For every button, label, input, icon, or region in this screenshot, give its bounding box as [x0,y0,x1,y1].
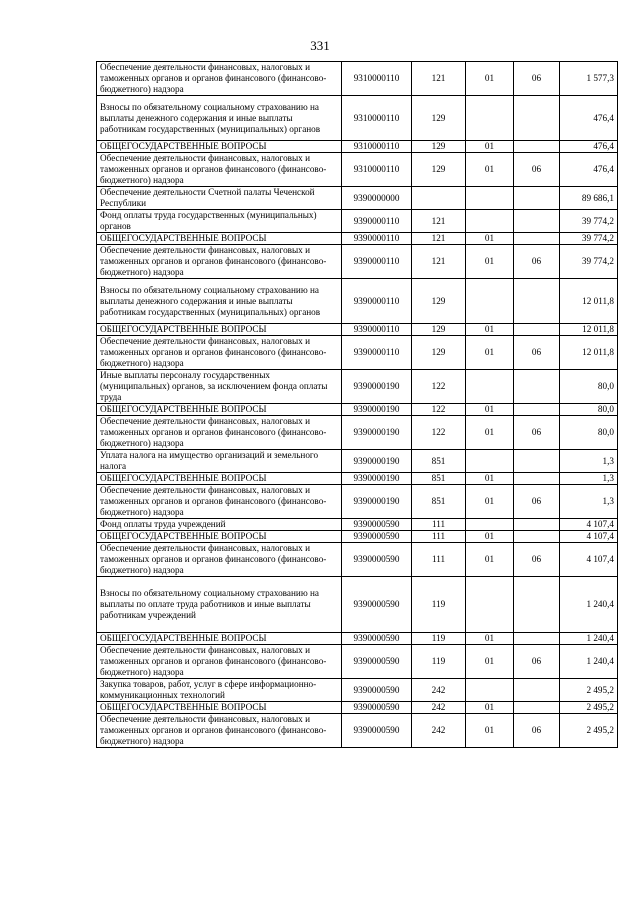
row-subsection [514,633,560,645]
row-name: ОБЩЕГОСУДАРСТВЕННЫЕ ВОПРОСЫ [97,404,342,416]
row-subsection [514,473,560,485]
row-sum: 2 495,2 [560,714,618,748]
row-section: 01 [466,62,514,96]
table-row [97,245,618,279]
row-sum: 80,0 [560,404,618,416]
row-name: Фонд оплаты труда государственных (муниципальных) органов [97,210,342,233]
row-code: 9390000190 [342,416,412,450]
row-name: Обеспечение деятельности финансовых, налоговых и таможенных органов и органов финансового (финансово-бюджетного) надзора [97,416,342,450]
row-section [466,577,514,633]
row-expense-type: 242 [412,679,466,702]
row-name: ОБЩЕГОСУДАРСТВЕННЫЕ ВОПРОСЫ [97,633,342,645]
row-code: 9390000110 [342,245,412,279]
row-code: 9390000110 [342,324,412,336]
page-number: 331 [310,38,330,53]
row-subsection [514,519,560,531]
row-section: 01 [466,245,514,279]
row-name: Обеспечение деятельности финансовых, налоговых и таможенных органов и органов финансового (финансово-бюджетного) надзора [97,153,342,187]
row-section [466,210,514,233]
row-sum: 1 240,4 [560,633,618,645]
row-sum: 1 577,3 [560,62,618,96]
row-section [466,370,514,404]
row-expense-type: 122 [412,416,466,450]
table-row [97,416,618,450]
row-section: 01 [466,702,514,714]
row-name: Обеспечение деятельности финансовых, налоговых и таможенных органов и органов финансового (финансово-бюджетного) надзора [97,485,342,519]
row-code: 9390000110 [342,210,412,233]
row-name: ОБЩЕГОСУДАРСТВЕННЫЕ ВОПРОСЫ [97,531,342,543]
table-row [97,153,618,187]
row-expense-type: 111 [412,543,466,577]
table-row [97,62,618,96]
row-code: 9390000590 [342,519,412,531]
row-sum: 12 011,8 [560,324,618,336]
row-sum: 4 107,4 [560,543,618,577]
row-name: Обеспечение деятельности финансовых, налоговых и таможенных органов и органов финансового (финансово-бюджетного) надзора [97,62,342,96]
row-name: Взносы по обязательному социальному страхованию на выплаты денежного содержания и иные выплаты работникам государственных (муниципальных) органов [97,279,342,324]
row-subsection [514,324,560,336]
row-name: Взносы по обязательному социальному страхованию на выплаты по оплате труда работников и иные выплаты работникам учреждений [97,577,342,633]
row-section [466,450,514,473]
row-code: 9390000590 [342,714,412,748]
row-name: Уплата налога на имущество организаций и земельного налога [97,450,342,473]
table-row [97,210,618,233]
row-name: Обеспечение деятельности Счетной палаты Чеченской Республики [97,187,342,210]
row-expense-type: 111 [412,531,466,543]
row-subsection [514,96,560,141]
row-subsection [514,702,560,714]
budget-table-body [97,62,618,748]
row-code: 9390000590 [342,702,412,714]
row-expense-type: 242 [412,714,466,748]
table-row [97,450,618,473]
row-code: 9390000590 [342,679,412,702]
row-code: 9390000110 [342,233,412,245]
row-sum: 1 240,4 [560,577,618,633]
row-code: 9390000590 [342,531,412,543]
row-expense-type: 129 [412,153,466,187]
row-subsection: 06 [514,485,560,519]
table-row [97,633,618,645]
table-row [97,370,618,404]
row-expense-type: 242 [412,702,466,714]
table-row [97,141,618,153]
row-sum: 12 011,8 [560,279,618,324]
row-sum: 1,3 [560,485,618,519]
row-name: Обеспечение деятельности финансовых, налоговых и таможенных органов и органов финансового (финансово-бюджетного) надзора [97,645,342,679]
row-subsection: 06 [514,245,560,279]
row-code: 9390000110 [342,336,412,370]
row-sum: 476,4 [560,153,618,187]
row-section: 01 [466,531,514,543]
row-expense-type: 119 [412,645,466,679]
row-expense-type: 129 [412,324,466,336]
row-name: ОБЩЕГОСУДАРСТВЕННЫЕ ВОПРОСЫ [97,473,342,485]
row-code: 9310000110 [342,62,412,96]
row-code: 9390000190 [342,485,412,519]
row-subsection [514,404,560,416]
row-code: 9390000190 [342,370,412,404]
table-row [97,645,618,679]
row-name: Взносы по обязательному социальному страхованию на выплаты денежного содержания и иные выплаты работникам государственных (муниципальных) органов [97,96,342,141]
table-row [97,336,618,370]
row-code: 9310000110 [342,96,412,141]
row-subsection [514,679,560,702]
row-expense-type: 851 [412,485,466,519]
table-row [97,485,618,519]
row-sum: 4 107,4 [560,531,618,543]
row-sum: 1,3 [560,473,618,485]
row-name: Обеспечение деятельности финансовых, налоговых и таможенных органов и органов финансового (финансово-бюджетного) надзора [97,336,342,370]
row-subsection [514,279,560,324]
table-row [97,543,618,577]
budget-table [96,61,618,748]
row-sum: 4 107,4 [560,519,618,531]
row-section [466,187,514,210]
row-expense-type: 129 [412,141,466,153]
row-subsection [514,141,560,153]
row-subsection: 06 [514,543,560,577]
row-expense-type: 129 [412,336,466,370]
row-section: 01 [466,324,514,336]
row-code: 9390000590 [342,543,412,577]
row-expense-type: 129 [412,279,466,324]
row-section [466,519,514,531]
row-expense-type: 851 [412,450,466,473]
row-name: Обеспечение деятельности финансовых, налоговых и таможенных органов и органов финансового (финансово-бюджетного) надзора [97,714,342,748]
row-code: 9310000110 [342,141,412,153]
table-row [97,519,618,531]
table-row [97,404,618,416]
row-name: Обеспечение деятельности финансовых, налоговых и таможенных органов и органов финансового (финансово-бюджетного) надзора [97,543,342,577]
row-section [466,679,514,702]
row-section: 01 [466,485,514,519]
table-row [97,714,618,748]
row-code: 9390000590 [342,577,412,633]
row-section: 01 [466,404,514,416]
table-row [97,577,618,633]
row-expense-type: 121 [412,210,466,233]
row-expense-type: 121 [412,233,466,245]
row-subsection [514,531,560,543]
row-section: 01 [466,233,514,245]
row-sum: 12 011,8 [560,336,618,370]
row-section: 01 [466,543,514,577]
row-code: 9390000590 [342,645,412,679]
table-row [97,96,618,141]
row-expense-type: 121 [412,62,466,96]
row-expense-type: 129 [412,96,466,141]
row-name: ОБЩЕГОСУДАРСТВЕННЫЕ ВОПРОСЫ [97,141,342,153]
row-expense-type: 119 [412,577,466,633]
row-name: Фонд оплаты труда учреждений [97,519,342,531]
row-section: 01 [466,714,514,748]
row-sum: 39 774,2 [560,233,618,245]
row-sum: 476,4 [560,96,618,141]
row-code: 9390000110 [342,279,412,324]
row-section: 01 [466,416,514,450]
row-sum: 1,3 [560,450,618,473]
row-name: Обеспечение деятельности финансовых, налоговых и таможенных органов и органов финансового (финансово-бюджетного) надзора [97,245,342,279]
row-subsection [514,370,560,404]
row-expense-type: 121 [412,245,466,279]
table-row [97,702,618,714]
row-subsection [514,233,560,245]
row-subsection: 06 [514,336,560,370]
row-sum: 2 495,2 [560,702,618,714]
row-subsection [514,577,560,633]
row-subsection [514,450,560,473]
row-name: ОБЩЕГОСУДАРСТВЕННЫЕ ВОПРОСЫ [97,324,342,336]
row-section: 01 [466,336,514,370]
row-subsection: 06 [514,645,560,679]
table-row [97,233,618,245]
row-expense-type [412,187,466,210]
row-subsection: 06 [514,714,560,748]
row-subsection: 06 [514,416,560,450]
row-subsection: 06 [514,153,560,187]
row-subsection [514,187,560,210]
table-row [97,324,618,336]
row-name: Иные выплаты персоналу государственных (муниципальных) органов, за исключением фонда оплаты труда [97,370,342,404]
row-sum: 89 686,1 [560,187,618,210]
row-sum: 39 774,2 [560,245,618,279]
row-sum: 476,4 [560,141,618,153]
row-sum: 2 495,2 [560,679,618,702]
row-section: 01 [466,645,514,679]
row-name: Закупка товаров, работ, услуг в сфере информационно-коммуникационных технологий [97,679,342,702]
row-expense-type: 111 [412,519,466,531]
row-name: ОБЩЕГОСУДАРСТВЕННЫЕ ВОПРОСЫ [97,233,342,245]
row-expense-type: 119 [412,633,466,645]
row-section: 01 [466,153,514,187]
row-subsection [514,210,560,233]
row-code: 9390000190 [342,450,412,473]
table-row [97,279,618,324]
row-section [466,96,514,141]
row-section: 01 [466,141,514,153]
row-sum: 1 240,4 [560,645,618,679]
table-row [97,531,618,543]
row-code: 9390000190 [342,473,412,485]
row-code: 9390000000 [342,187,412,210]
row-expense-type: 122 [412,370,466,404]
row-section: 01 [466,633,514,645]
row-subsection: 06 [514,62,560,96]
row-code: 9310000110 [342,153,412,187]
row-sum: 39 774,2 [560,210,618,233]
row-section [466,279,514,324]
table-row [97,187,618,210]
row-code: 9390000590 [342,633,412,645]
row-name: ОБЩЕГОСУДАРСТВЕННЫЕ ВОПРОСЫ [97,702,342,714]
row-sum: 80,0 [560,416,618,450]
row-code: 9390000190 [342,404,412,416]
row-sum: 80,0 [560,370,618,404]
table-row [97,473,618,485]
table-row [97,679,618,702]
row-expense-type: 851 [412,473,466,485]
row-section: 01 [466,473,514,485]
row-expense-type: 122 [412,404,466,416]
